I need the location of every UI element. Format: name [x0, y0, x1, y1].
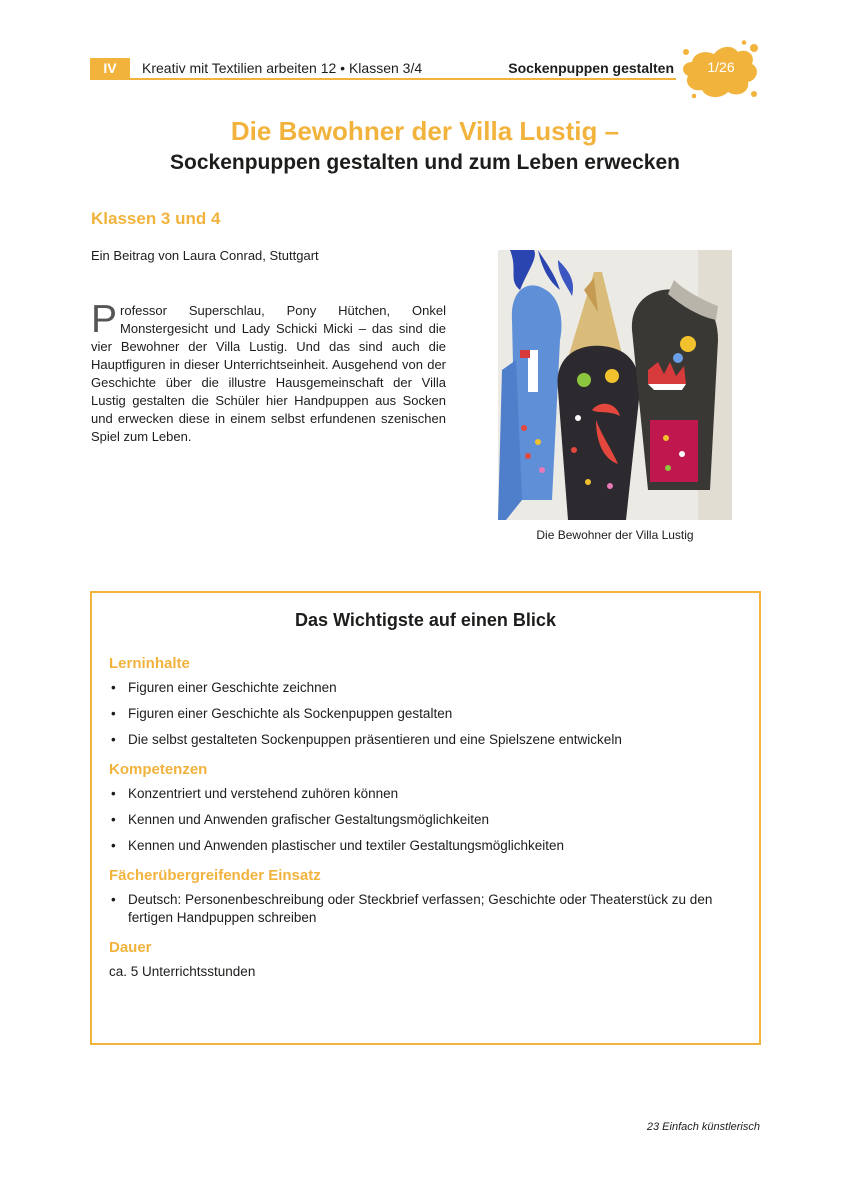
lerninhalte-list	[109, 679, 749, 749]
faecher-list	[109, 891, 749, 927]
page-subtitle: Sockenpuppen gestalten und zum Leben erwecken	[170, 151, 680, 174]
section-badge: IV	[90, 58, 130, 78]
list-item: • Die selbst gestalteten Sockenpuppen präsentieren und eine Spielszene entwickeln	[109, 731, 749, 749]
series-title: Kreativ mit Textilien arbeiten 12 • Klassen 3/4	[142, 60, 423, 76]
sock-puppets-illustration	[498, 250, 732, 520]
section-heading-faecher: Fächerübergreifender Einsatz	[109, 867, 321, 884]
author-line: Ein Beitrag von Laura Conrad, Stuttgart	[91, 248, 319, 263]
section-heading-kompetenzen: Kompetenzen	[109, 761, 208, 778]
sock-puppets-photo	[498, 250, 732, 520]
header-rule	[90, 78, 676, 80]
section-heading-dauer: Dauer	[109, 939, 152, 956]
section-heading-lerninhalte: Lerninhalte	[109, 655, 190, 672]
list-item: • Deutsch: Personenbeschreibung oder Steckbrief verfassen; Geschichte oder Theaterstück zu den fertigen Handpuppen schreiben	[109, 891, 749, 927]
grade-level: Klassen 3 und 4	[91, 209, 221, 228]
page-footer: 23 Einfach künstlerisch	[646, 1121, 760, 1133]
kompetenzen-list	[109, 785, 749, 855]
dauer-text: ca. 5 Unterrichtsstunden	[109, 964, 256, 979]
page-header	[90, 56, 676, 80]
list-item: • Konzentriert und verstehend zuhören können	[109, 785, 749, 803]
page-number: 1/26	[707, 59, 735, 75]
overview-title: Das Wichtigste auf einen Blick	[295, 610, 556, 630]
intro-text: rofessor Superschlau, Pony Hütchen, Onkel Monstergesicht und Lady Schicki Micki – das sind die vier Bewohner der Villa Lustig. Und das sind auch die Hauptfiguren in dieser Unterrichtseinheit. Ausgehend von der Geschichte über die illustre Hausgemeinschaft der Villa Lustig gestalten die Schüler hier Handpuppen aus Socken und erwecken diese in einem selbst erfundenen szenischen Spiel zum Leben.	[91, 303, 446, 444]
intro-paragraph	[91, 298, 446, 446]
overview-box	[90, 591, 761, 1045]
overview-body	[109, 653, 749, 981]
drop-cap: P	[91, 298, 118, 341]
unit-title: Sockenpuppen gestalten	[508, 60, 674, 76]
photo-caption: Die Bewohner der Villa Lustig	[536, 528, 694, 542]
list-item: • Figuren einer Geschichte als Sockenpuppen gestalten	[109, 705, 749, 723]
list-item: • Kennen und Anwenden plastischer und textiler Gestaltungsmöglichkeiten	[109, 837, 749, 855]
list-item: • Figuren einer Geschichte zeichnen	[109, 679, 749, 697]
list-item: • Kennen und Anwenden grafischer Gestaltungsmöglichkeiten	[109, 811, 749, 829]
page-title: Die Bewohner der Villa Lustig –	[230, 116, 620, 146]
